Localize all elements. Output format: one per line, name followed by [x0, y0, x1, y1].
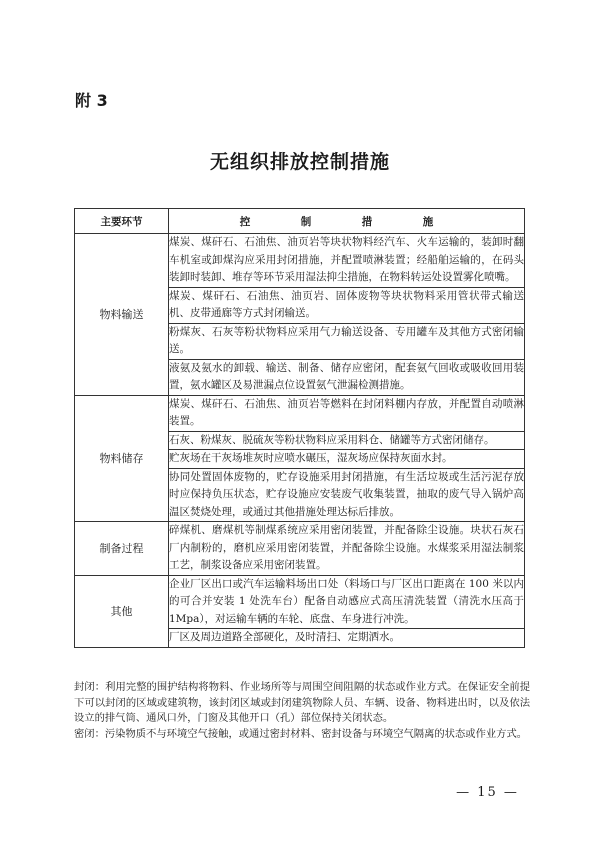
table-header-row [75, 209, 525, 234]
measure-cell: 协同处置固体废物的，贮存设施采用封闭措施，有生活垃圾或生活污泥存放时应保持负压状态，贮存设施应安装废气收集装置，抽取的废气导入锅炉高温区焚烧处理，或通过其他措施处理达标后排放。 [169, 468, 525, 522]
page-number: — 15 — [456, 785, 519, 800]
document-title: 无组织排放控制措施 [209, 151, 390, 173]
measure-cell: 煤炭、煤矸石、石油焦、油页岩等燃料在封闭料棚内存放，并配置自动喷淋装置。 [169, 395, 525, 431]
measure-cell: 液氨及氨水的卸载、输送、制备、储存应密闭，配套氨气回收或吸收回用装置，氨水罐区及易泄漏点位设置氨气泄漏检测措施。 [169, 359, 525, 395]
measure-cell: 煤炭、煤矸石、石油焦、油页岩、固体废物等块状物料采用管状带式输送机、皮带通廊等方式封闭输送。 [169, 287, 525, 323]
table-row [75, 395, 525, 431]
category-material-transport: 物料输送 [75, 234, 169, 396]
footnotes [74, 680, 530, 742]
category-preparation-process: 制备过程 [75, 522, 169, 576]
category-material-storage: 物料储存 [75, 395, 169, 522]
measure-cell: 碎煤机、磨煤机等制煤系统应采用密闭装置，并配备除尘设施。块状石灰石厂内制粉的，磨机应采用密闭装置，并配备除尘设施。水煤浆采用湿法制浆工艺，制浆设备应采用密闭装置。 [169, 522, 525, 576]
measure-cell: 企业厂区出口或汽车运输料场出口处（料场口与厂区出口距离在 100 米以内的可合并安装 1 处洗车台）配备自动感应式高压清洗装置（清洗水压高于 1Mpa），对运输车辆的车轮、底盘、车身进行冲洗。 [169, 575, 525, 629]
table-row [75, 234, 525, 288]
measure-cell: 粉煤灰、石灰等粉状物料应采用气力输送设备、专用罐车及其他方式密闭输送。 [169, 323, 525, 359]
measure-cell: 石灰、粉煤灰、脱硫灰等粉状物料应采用料仓、储罐等方式密闭储存。 [169, 431, 525, 450]
appendix-label: 附 3 [75, 91, 108, 110]
measure-cell: 贮灰场在干灰场堆灰时应喷水碾压，湿灰场应保持灰面水封。 [169, 450, 525, 469]
control-measures-table [74, 208, 525, 648]
note-sealed-definition: 密闭：污染物质不与环境空气接触，或通过密封材料、密封设备与环境空气隔离的状态或作业方式。 [74, 727, 528, 740]
measure-cell: 煤炭、煤矸石、石油焦、油页岩等块状物料经汽车、火车运输的，装卸时翻车机室或卸煤沟应采用封闭措施，并配置喷淋装置；经船舶运输的，在码头装卸时装卸、堆存等环节采用湿法抑尘措施，在物料转运处设置雾化喷嘴。 [169, 234, 525, 288]
note-enclosed-definition: 封闭：利用完整的围护结构将物料、作业场所等与周围空间阻隔的状态或作业方式。在保证安全前提下可以封闭的区域或建筑物，该封闭区域或封闭建筑物除人员、车辆、设备、物料进出时，以及依法设立的排气筒、通风口外，门窗及其他开口（孔）部位保持关闭状态。 [74, 681, 530, 724]
header-control-measures: 控 制 措 施 [169, 209, 525, 234]
table-row [75, 575, 525, 629]
measure-cell: 厂区及周边道路全部硬化，及时清扫、定期洒水。 [169, 629, 525, 648]
category-other: 其他 [75, 575, 169, 647]
header-main-step: 主要环节 [75, 209, 169, 234]
table-row [75, 522, 525, 576]
